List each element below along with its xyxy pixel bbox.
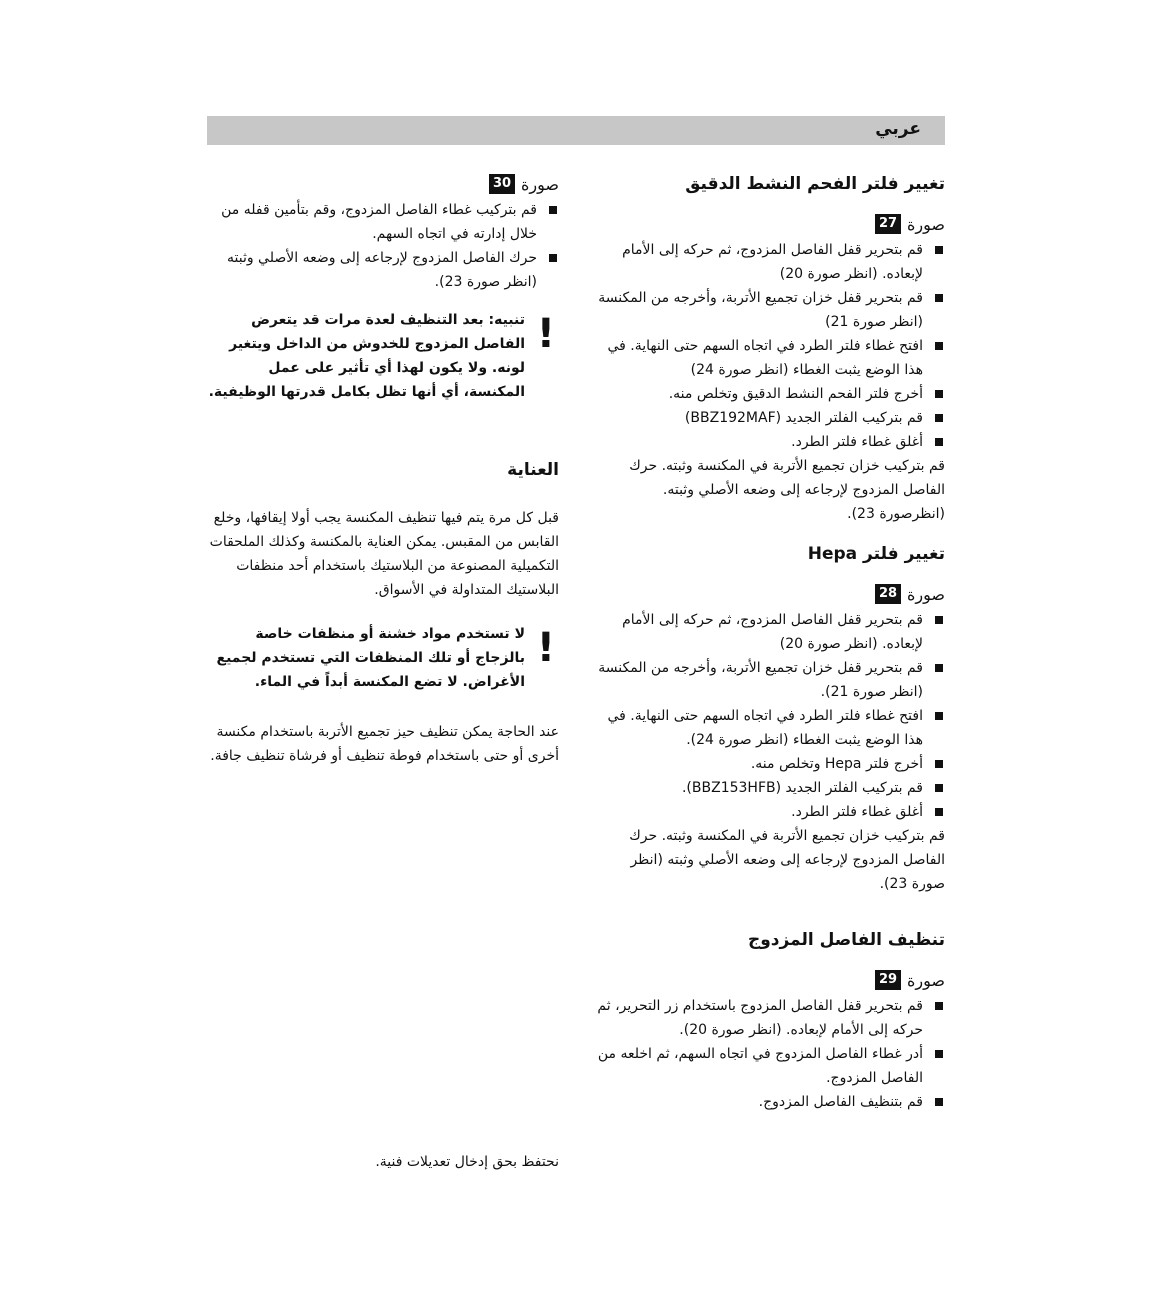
list-item: قم بتحرير قفل خزان تجميع الأتربة، وأخرجه من المكنسة (انظر صورة 21).: [596, 656, 945, 704]
hepa-filter-steps: [596, 608, 945, 824]
figure-ref-30: [207, 170, 559, 198]
figure-ref-28: [596, 580, 945, 608]
figure-label: صورة: [907, 970, 945, 990]
caution-text: لا تستخدم مواد خشنة أو منظفات خاصة بالزجاج أو تلك المنظفات التي تستخدم لجميع الأغراض. لا تضع المكنسة أبداً في الماء.: [216, 626, 525, 690]
list-item: أدر غطاء الفاصل المزدوج في اتجاه السهم، ثم اخلعه من الفاصل المزدوج.: [596, 1042, 945, 1090]
figure-number: 30: [489, 174, 515, 194]
figure-number: 28: [875, 584, 901, 604]
care-closing-text: عند الحاجة يمكن تنظيف حيز تجميع الأتربة باستخدام مكنسة أخرى أو حتى باستخدام فوطة تنظيف أو فرشاة تنظيف جافة.: [210, 724, 559, 764]
section-title-care: العناية: [507, 460, 559, 480]
list-item: قم بتركيب غطاء الفاصل المزدوج، وقم بتأمين قفله من خلال إدارته في اتجاه السهم.: [207, 198, 559, 246]
hepa-filter-closing-text: قم بتركيب خزان تجميع الأتربة في المكنسة وثبته. حرك الفاصل المزدوج لإرجاعه إلى وضعه الأصلي وثبته (انظر صورة 23).: [629, 828, 945, 892]
section-title-clean-separator: تنظيف الفاصل المزدوج: [747, 930, 945, 950]
care-intro-text: قبل كل مرة يتم فيها تنظيف المكنسة يجب أولا إيقافها، وخلع القابس من المقبس. يمكن العناية بالمكنسة وكذلك الملحقات التكميلية المصنوعة من البلاستيك باستخدام أحد منظفات البلاستيك المتداولة في الأسواق.: [209, 510, 559, 598]
figure-ref-29: [596, 966, 945, 994]
reassemble-steps: [207, 198, 559, 294]
caution-note-scratches: [207, 308, 559, 404]
list-item: قم بتحرير قفل الفاصل المزدوج باستخدام زر التحرير، ثم حركه إلى الأمام لإبعاده. (انظر صورة 20).: [596, 994, 945, 1042]
caution-text: تنبيه: بعد التنظيف لعدة مرات قد يتعرض الفاصل المزدوج للخدوش من الداخل ويتغير لونه. ولا يكون لهذا أي تأثير على عمل المكنسة، أي أنها تظل بكامل قدرتها الوظيفية.: [208, 312, 525, 400]
carbon-filter-closing-text: قم بتركيب خزان تجميع الأتربة في المكنسة وثبته. حرك الفاصل المزدوج لإرجاعه إلى وضعه الأصلي وثبته. (انظرصورة 23).: [629, 458, 945, 522]
section-title-hepa-filter: تغيير فلتر Hepa: [807, 544, 945, 564]
list-item: أغلق غطاء فلتر الطرد.: [596, 800, 945, 824]
footer-note: نحتفظ بحق إدخال تعديلات فنية.: [375, 1154, 559, 1170]
exclamation-icon: !: [536, 625, 555, 671]
language-header-bar: [207, 116, 945, 145]
right-column: [596, 170, 945, 1114]
list-item: قم بتنظيف الفاصل المزدوج.: [596, 1090, 945, 1114]
figure-number: 27: [875, 214, 901, 234]
left-column: [207, 170, 559, 768]
list-item: افتح غطاء فلتر الطرد في اتجاه السهم حتى النهاية. في هذا الوضع يثبت الغطاء (انظر صورة 24): [596, 334, 945, 382]
figure-label: صورة: [521, 174, 559, 194]
list-item: قم بتركيب الفلتر الجديد (BBZ192MAF): [596, 406, 945, 430]
figure-label: صورة: [907, 584, 945, 604]
list-item: قم بتركيب الفلتر الجديد (BBZ153HFB).: [596, 776, 945, 800]
language-label: عربي: [875, 119, 921, 139]
list-item: قم بتحرير قفل خزان تجميع الأتربة، وأخرجه من المكنسة (انظر صورة 21): [596, 286, 945, 334]
list-item: أخرج فلتر الفحم النشط الدقيق وتخلص منه.: [596, 382, 945, 406]
list-item: قم بتحرير قفل الفاصل المزدوج، ثم حركه إلى الأمام لإبعاده. (انظر صورة 20): [596, 608, 945, 656]
carbon-filter-steps: [596, 238, 945, 454]
section-title-carbon-filter: تغيير فلتر الفحم النشط الدقيق: [685, 174, 945, 194]
figure-label: صورة: [907, 214, 945, 234]
figure-number: 29: [875, 970, 901, 990]
clean-separator-steps: [596, 994, 945, 1114]
list-item: قم بتحرير قفل الفاصل المزدوج، ثم حركه إلى الأمام لإبعاده. (انظر صورة 20): [596, 238, 945, 286]
list-item: أخرج فلتر Hepa وتخلص منه.: [596, 752, 945, 776]
list-item: افتح غطاء فلتر الطرد في اتجاه السهم حتى النهاية. في هذا الوضع يثبت الغطاء (انظر صورة 24).: [596, 704, 945, 752]
list-item: حرك الفاصل المزدوج لإرجاعه إلى وضعه الأصلي وثبته (انظر صورة 23).: [207, 246, 559, 294]
exclamation-icon: !: [536, 311, 555, 357]
list-item: أغلق غطاء فلتر الطرد.: [596, 430, 945, 454]
caution-note-cleaners: [207, 622, 559, 694]
figure-ref-27: [596, 210, 945, 238]
